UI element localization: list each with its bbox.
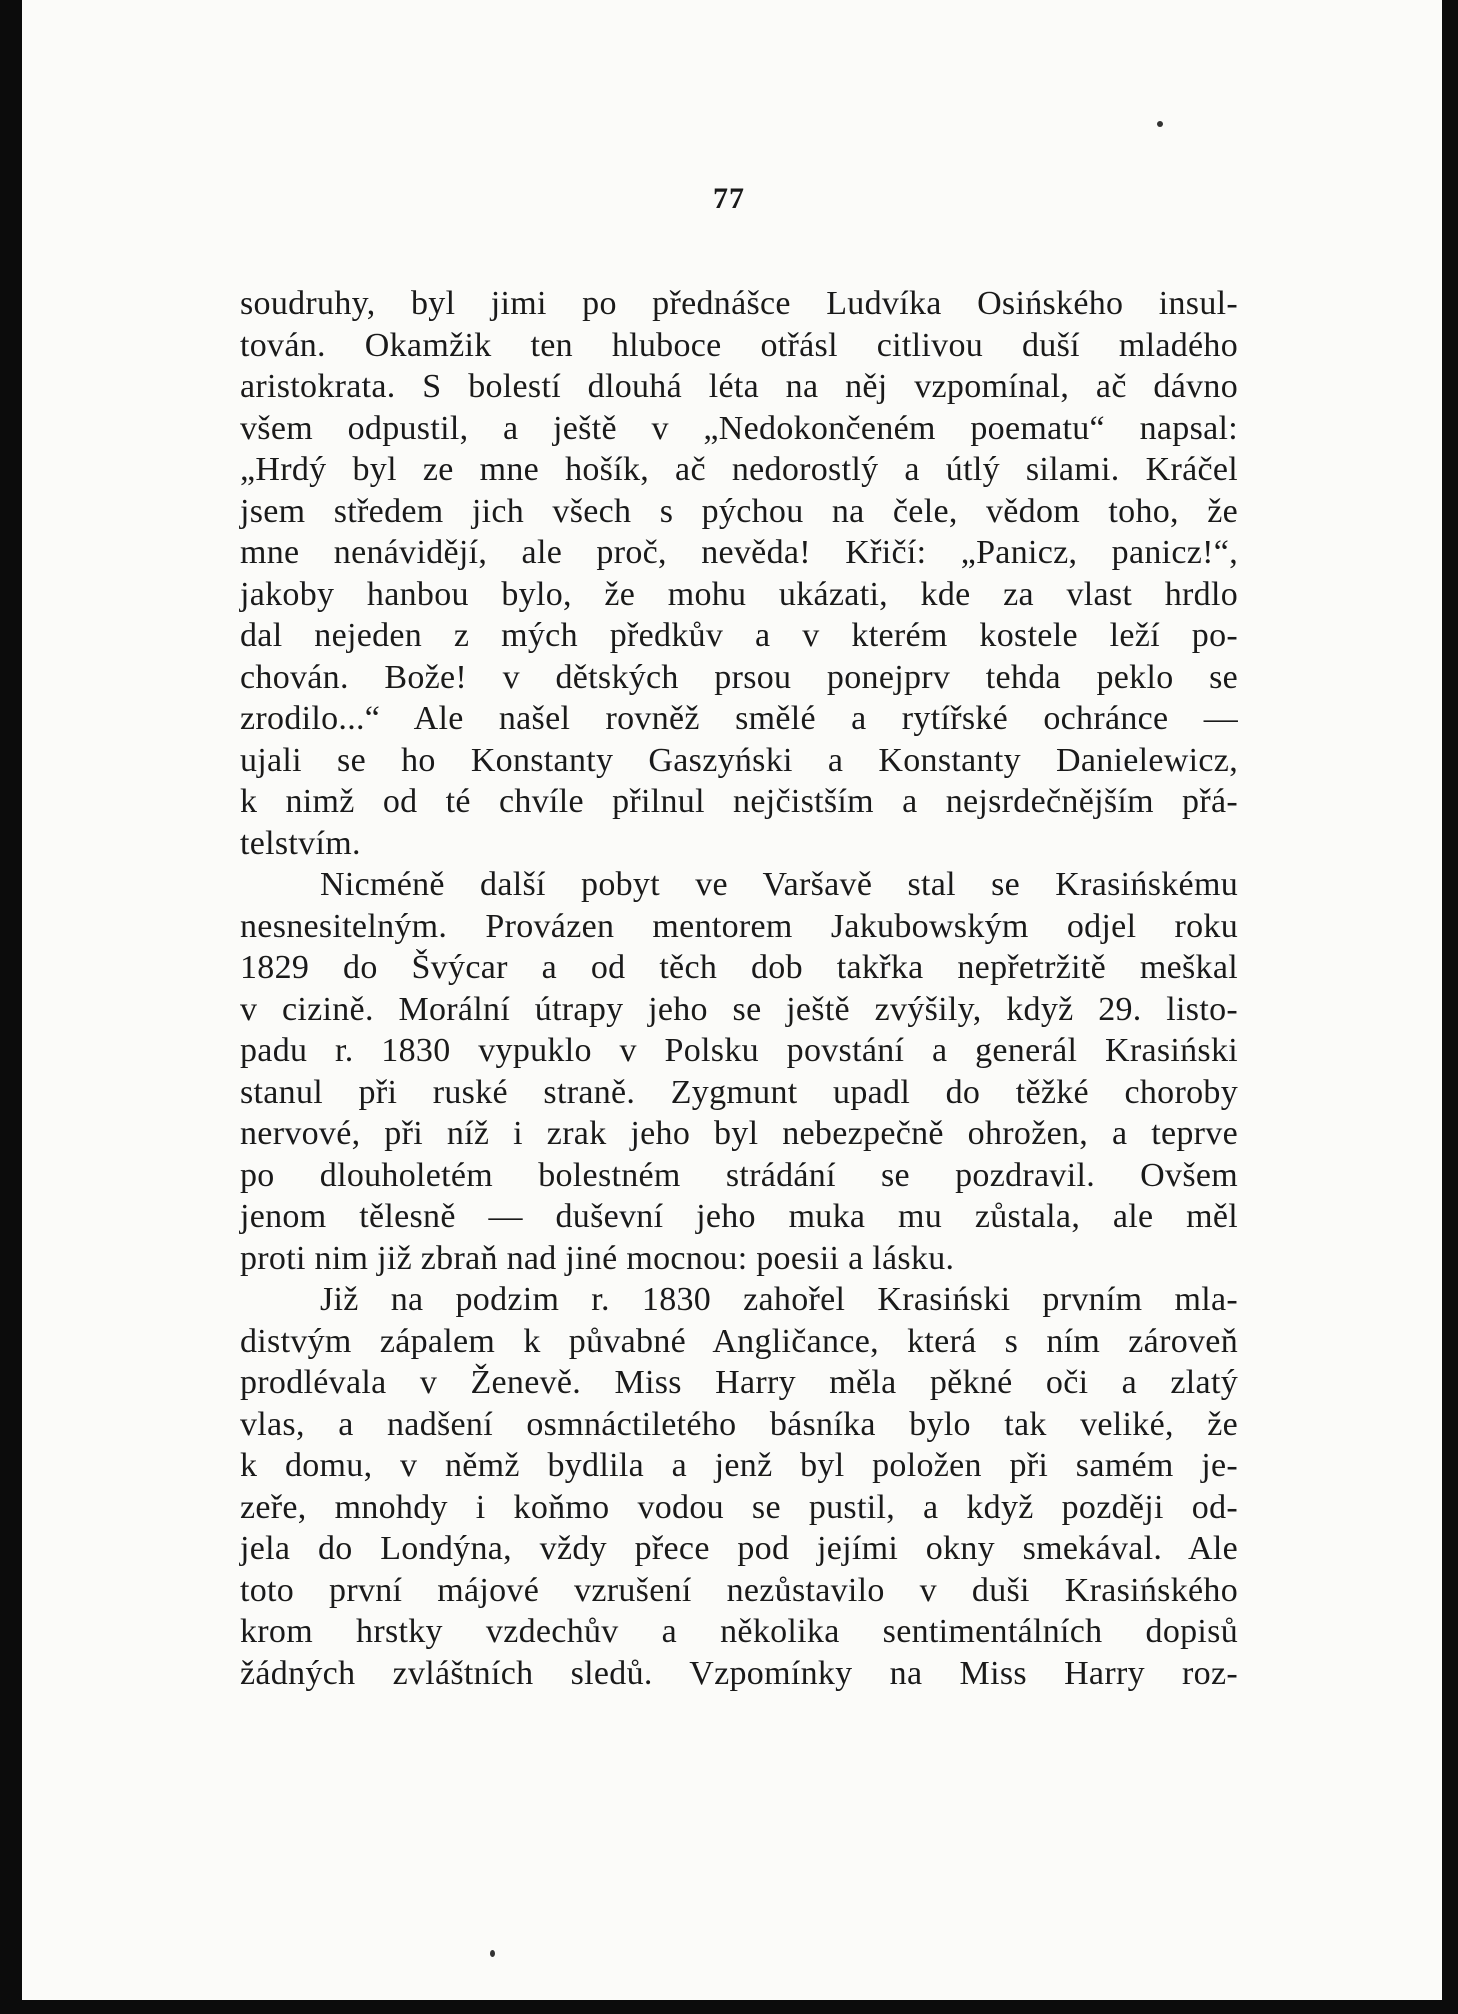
text-line: tován. Okamžik ten hluboce otřásl citlivou duší mladého <box>240 326 1238 364</box>
text-line: zrodilo...“ Ale našel rovněž smělé a rytířské ochránce — <box>240 700 1238 737</box>
body-text <box>240 283 1238 1694</box>
text-line: po dlouholetém bolestném strádání se pozdravil. Ovšem <box>240 1156 1238 1194</box>
text-line: jenom tělesně — duševní jeho muka mu zůstala, ale měl <box>240 1198 1238 1235</box>
text-line: krom hrstky vzdechův a několika sentimentálních dopisů <box>240 1613 1238 1650</box>
text-line: žádných zvláštních sledů. Vzpomínky na Miss Harry roz- <box>240 1654 1238 1692</box>
text-line: padu r. 1830 vypuklo v Polsku povstání a generál Krasiński <box>240 1032 1238 1069</box>
text-line: v cizině. Morální útrapy jeho se ještě zvýšily, když 29. listo- <box>240 990 1238 1028</box>
text-line: chován. Bože! v dětských prsou ponejprv tehda peklo se <box>240 658 1238 696</box>
text-line: nervové, při níž i zrak jeho byl nebezpečně ohrožen, a teprve <box>240 1115 1238 1152</box>
ink-speck <box>1157 121 1163 127</box>
ink-speck <box>490 1950 495 1957</box>
scan-border-left <box>0 0 22 2014</box>
scan-border-bottom <box>0 2000 1458 2014</box>
text-line: k domu, v němž bydlila a jenž byl položen při samém je- <box>240 1447 1238 1484</box>
text-line: prodlévala v Ženevě. Miss Harry měla pěkné oči a zlatý <box>240 1364 1238 1401</box>
text-line: jsem středem jich všech s pýchou na čele, vědom toho, že <box>240 492 1238 530</box>
text-line: jakoby hanbou bylo, že mohu ukázati, kde za vlast hrdlo <box>240 575 1238 613</box>
text-line: 1829 do Švýcar a od těch dob takřka nepřetržitě meškal <box>240 949 1238 986</box>
text-line: mne nenávidějí, ale proč, nevěda! Křičí: „Panicz, panicz!“, <box>240 534 1238 571</box>
page-number: 77 <box>713 182 745 215</box>
text-line: k nimž od té chvíle přilnul nejčistším a nejsrdečnějším přá- <box>240 783 1238 820</box>
text-line: ujali se ho Konstanty Gaszyński a Konstanty Danielewicz, <box>240 741 1238 779</box>
text-line: „Hrdý byl ze mne hošík, ač nedorostlý a útlý silami. Kráčel <box>240 451 1238 488</box>
text-line: Nicméně další pobyt ve Varšavě stal se Krasińskému <box>320 866 1238 903</box>
text-line: proti nim již zbraň nad jiné mocnou: poesii a lásku. <box>240 1239 955 1277</box>
text-line: zeře, mnohdy i koňmo vodou se pustil, a když později od- <box>240 1488 1238 1526</box>
text-line: všem odpustil, a ještě v „Nedokončeném poematu“ napsal: <box>240 409 1238 447</box>
text-line: dal nejeden z mých předkův a v kterém kostele leží po- <box>240 617 1238 654</box>
text-line: distvým zápalem k půvabné Angličance, která s ním zároveň <box>240 1322 1238 1360</box>
text-line: telstvím. <box>240 824 361 862</box>
scan-border-right <box>1442 0 1458 2014</box>
text-line: soudruhy, byl jimi po přednášce Ludvíka Osińského insul- <box>240 285 1238 322</box>
text-line: stanul při ruské straně. Zygmunt upadl do těžké choroby <box>240 1073 1238 1111</box>
text-line: jela do Londýna, vždy přece pod jejími okny smekával. Ale <box>240 1530 1238 1567</box>
text-line: nesnesitelným. Provázen mentorem Jakubowským odjel roku <box>240 907 1238 945</box>
text-line: aristokrata. S bolestí dlouhá léta na něj vzpomínal, ač dávno <box>240 368 1238 405</box>
text-line: Již na podzim r. 1830 zahořel Krasiński prvním mla- <box>320 1281 1238 1318</box>
text-line: toto první májové vzrušení nezůstavilo v duši Krasińského <box>240 1571 1238 1609</box>
text-line: vlas, a nadšení osmnáctiletého básníka bylo tak veliké, že <box>240 1405 1238 1443</box>
